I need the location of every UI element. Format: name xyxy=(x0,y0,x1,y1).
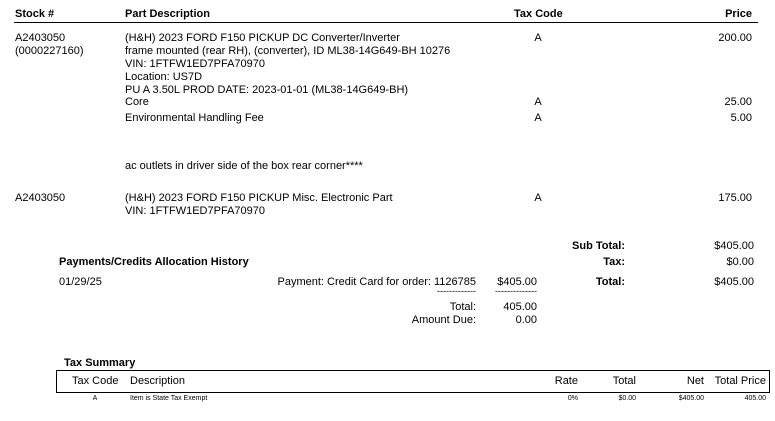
total-value: $405.00 xyxy=(714,276,754,288)
description-line: frame mounted (rear RH), (converter), ID ML38-14G649-BH 10276 xyxy=(125,45,451,57)
item-1-description xyxy=(125,32,450,97)
stock-reference: (0000227160) xyxy=(15,45,84,57)
subtotal-label: Sub Total: xyxy=(572,240,625,252)
item-note: ac outlets in driver side of the box rear corner**** xyxy=(125,160,363,172)
tax-summary-description-header: Description xyxy=(130,375,186,387)
item-1-tax: A xyxy=(534,32,542,44)
tax-code-header: Tax Code xyxy=(514,8,563,20)
payment-description: Payment: Credit Card for order: 1126785 xyxy=(277,276,476,288)
tax-summary-row-total-price: 405.00 xyxy=(744,395,766,402)
item-fee-description: Environmental Handling Fee xyxy=(125,112,264,124)
tax-summary-total-price-header: Total Price xyxy=(714,375,766,387)
tax-summary-row-total: $0.00 xyxy=(618,395,636,402)
header-divider xyxy=(14,22,758,23)
item-1-stock xyxy=(15,32,84,58)
tax-summary-net-header: Net xyxy=(686,375,704,387)
payments-total-value: 405.00 xyxy=(503,301,537,313)
tax-summary-row-net: $405.00 xyxy=(678,395,704,402)
amount-due-label: Amount Due: xyxy=(411,314,476,326)
description-line: VIN: 1FTFW1ED7PFA70970 xyxy=(125,205,265,217)
item-core-tax: A xyxy=(534,96,542,108)
item-core-price: 25.00 xyxy=(724,96,752,108)
stock-header: Stock # xyxy=(15,8,55,20)
tax-summary-row-rate: 0% xyxy=(567,395,578,402)
price-header: Price xyxy=(725,8,752,20)
tax-summary-title: Tax Summary xyxy=(64,357,136,369)
tax-value: $0.00 xyxy=(726,256,754,268)
payments-total-label: Total: xyxy=(449,301,476,313)
description-line: (H&H) 2023 FORD F150 PICKUP Misc. Electronic Part xyxy=(125,192,393,204)
amount-due-value: 0.00 xyxy=(515,314,537,326)
description-header: Part Description xyxy=(125,8,210,20)
tax-summary-row-description: Item is State Tax Exempt xyxy=(130,395,208,402)
item-2-stock: A2403050 xyxy=(15,192,66,204)
item-core-description: Core xyxy=(125,96,149,108)
item-2-tax: A xyxy=(534,192,542,204)
item-2-price: 175.00 xyxy=(718,192,752,204)
divider-dashes: -------------- xyxy=(495,286,537,296)
payment-amount: $405.00 xyxy=(497,276,537,288)
stock-number: A2403050 xyxy=(15,32,66,44)
item-fee-price: 5.00 xyxy=(730,112,752,124)
payment-date: 01/29/25 xyxy=(59,276,102,288)
subtotal-value: $405.00 xyxy=(714,240,754,252)
tax-summary-row-code: A xyxy=(92,395,98,402)
description-line: PU A 3.50L PROD DATE: 2023-01-01 (ML38-14G649-BH) xyxy=(125,84,409,96)
description-line: VIN: 1FTFW1ED7PFA70970 xyxy=(125,58,265,70)
tax-summary-code-header: Tax Code xyxy=(72,375,119,387)
description-line: (H&H) 2023 FORD F150 PICKUP DC Converter/Inverter xyxy=(125,32,400,44)
tax-label: Tax: xyxy=(603,256,625,268)
divider-dashes: ------------- xyxy=(437,286,476,296)
tax-summary-rate-header: Rate xyxy=(554,375,578,387)
total-label: Total: xyxy=(595,276,625,288)
payments-title: Payments/Credits Allocation History xyxy=(59,256,249,268)
item-2-description xyxy=(125,192,393,218)
description-line: Location: US7D xyxy=(125,71,203,83)
tax-summary-total-header: Total xyxy=(612,375,636,387)
item-fee-tax: A xyxy=(534,112,542,124)
item-1-price: 200.00 xyxy=(718,32,752,44)
